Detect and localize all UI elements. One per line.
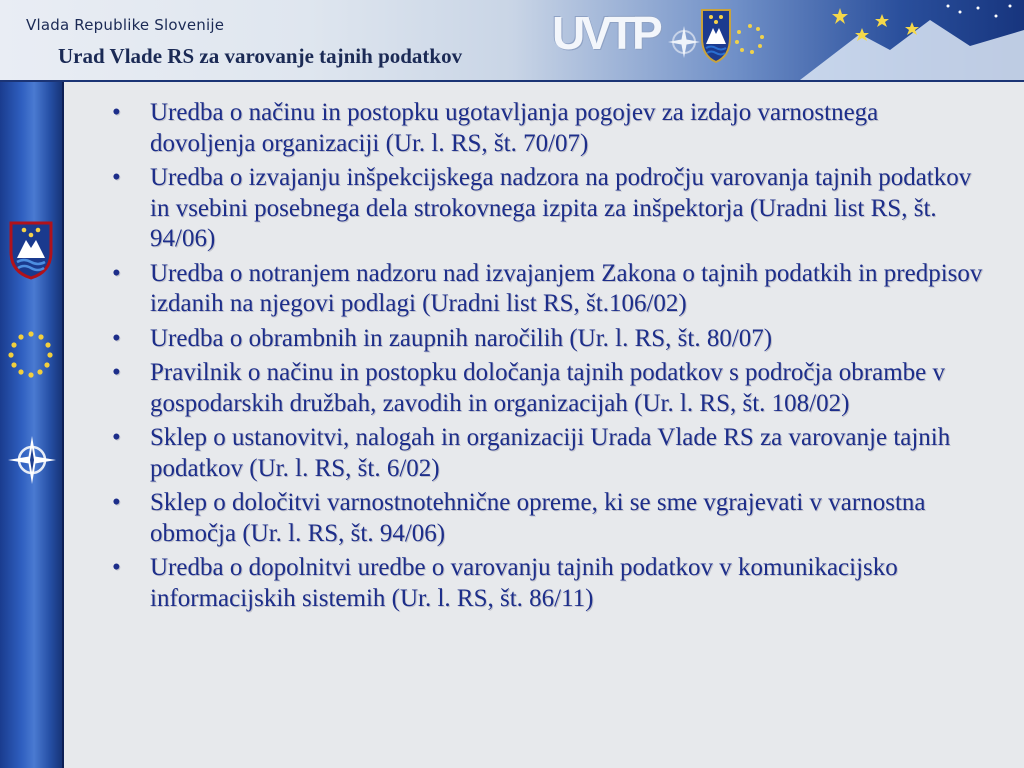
nato-compass-icon [6, 432, 58, 488]
list-item-text: Uredba o načinu in postopku ugotavljanja pogojev za izdajo varnostnega dovoljenja organizaciji (Ur. l. RS, št. 70/07) [150, 99, 879, 157]
list-item-text: Uredba o obrambnih in zaupnih naročilih (Ur. l. RS, št. 80/07) [150, 324, 773, 352]
list-item-text: Sklep o ustanovitvi, nalogah in organizaciji Urada Vlade RS za varovanje tajnih podatkov (Ur. l. RS, št. 6/02) [150, 424, 951, 482]
bullet-marker: • [112, 424, 121, 451]
bullet-marker: • [112, 164, 121, 191]
list-item [104, 98, 984, 159]
list-item-text: Uredba o notranjem nadzoru nad izvajanjem Zakona o tajnih podatkih in predpisov izdanih na njegovi podlagi (Uradni list RS, št.106/02) [150, 259, 983, 317]
bullet-marker: • [112, 554, 121, 581]
regulation-list [104, 98, 984, 614]
list-item-text: Pravilnik o načinu in postopku določanja tajnih podatkov s področja obrambe v gospodarskih družbah, zavodih in organizacijah (Ur. l. RS, št. 108/02) [150, 359, 945, 417]
bullet-marker: • [112, 359, 121, 386]
list-item [104, 423, 984, 484]
list-item-text: Uredba o dopolnitvi uredbe o varovanju tajnih podatkov v komunikacijsko informacijskih sistemih (Ur. l. RS, št. 86/11) [150, 554, 898, 612]
list-item [104, 488, 984, 549]
nato-icon [668, 4, 700, 64]
content-area [104, 98, 984, 618]
eu-stars-icon [6, 326, 56, 382]
slovenia-coat-of-arms-icon [6, 218, 56, 280]
list-item [104, 259, 984, 320]
org-name-small: Vlada Republike Slovenije [26, 16, 225, 34]
list-item [104, 358, 984, 419]
list-item [104, 553, 984, 614]
list-item [104, 324, 984, 355]
list-item-text: Uredba o izvajanju inšpekcijskega nadzora na področju varovanja tajnih podatkov in vsebini posebnega dela strokovnega izpita za inšpektorja (Uradni list RS, št. 94/06) [150, 164, 972, 252]
list-item-text: Sklep o določitvi varnostnotehnične opreme, ki se sme vgrajevati v varnostna območja (Ur. l. RS, št. 94/06) [150, 489, 926, 547]
left-sidebar [0, 82, 64, 768]
bullet-marker: • [112, 324, 121, 352]
slovenia-coat-of-arms-icon [698, 4, 734, 66]
org-name-title: Urad Vlade RS za varovanje tajnih podatkov [58, 44, 463, 68]
bullet-marker: • [112, 489, 121, 516]
bullet-marker: • [112, 99, 121, 126]
list-item [104, 163, 984, 255]
mountain-stars-icon [800, 0, 1024, 80]
bullet-marker: • [112, 259, 121, 287]
header-banner [0, 0, 1024, 82]
uvtp-logo: UVTP [552, 7, 659, 59]
eu-stars-icon [730, 4, 770, 74]
